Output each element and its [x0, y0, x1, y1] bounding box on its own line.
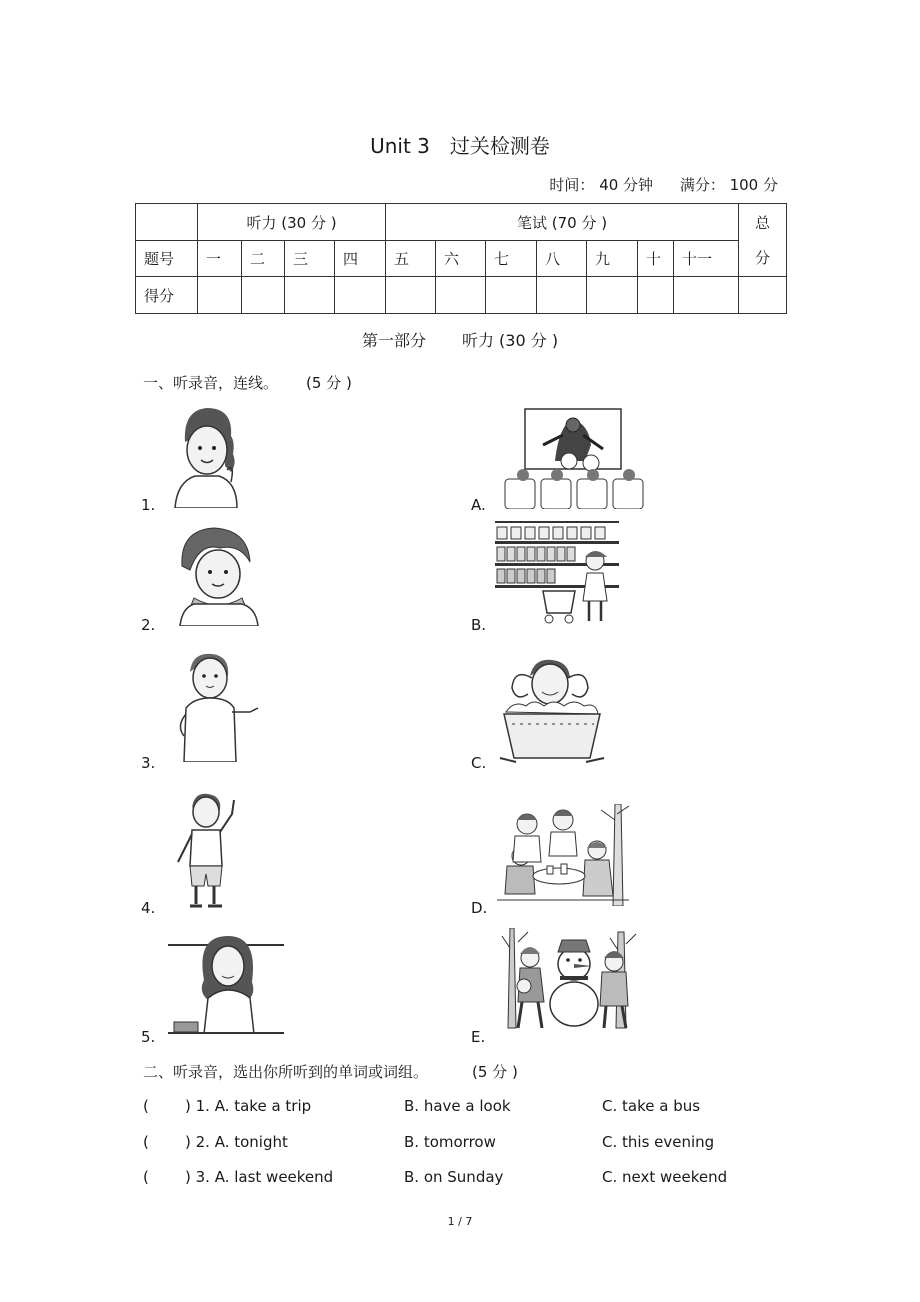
question-number: 十一 [674, 241, 739, 277]
question-number: 二 [242, 241, 285, 277]
option-letter: C. [471, 754, 487, 772]
item-number: 1. [141, 496, 156, 514]
score-cell[interactable] [638, 277, 674, 314]
item-number: 2. [141, 616, 156, 634]
item-number: 4. [141, 899, 156, 917]
answer-bracket[interactable]: ( [143, 1168, 149, 1186]
page-number: 1 / 7 [447, 1215, 473, 1228]
question-2-heading: 二、听录音，选出你所听到的单词或词组。 (5 分 ) [143, 1063, 518, 1081]
option-letter: E. [471, 1028, 486, 1046]
score-label: 得分 [136, 277, 198, 314]
option-a: ) 3. A. last weekend [185, 1168, 334, 1186]
time-limit: 时间： 40 分钟 [549, 176, 654, 194]
boy-waving-illustration [168, 790, 240, 910]
answer-bracket[interactable]: ( [143, 1097, 149, 1115]
boy-with-popcorn-illustration [494, 658, 606, 764]
section-heading: 第一部分 听力 (30 分 ) [361, 331, 559, 350]
total-header: 总 分 [739, 204, 787, 277]
score-cell[interactable] [486, 277, 537, 314]
question-number: 七 [486, 241, 537, 277]
score-cell[interactable] [242, 277, 285, 314]
option-letter: D. [471, 899, 488, 917]
option-c: C. this evening [602, 1133, 715, 1151]
question-number: 五 [386, 241, 436, 277]
score-cell[interactable] [285, 277, 335, 314]
question-number: 九 [587, 241, 638, 277]
choice-row [143, 1097, 149, 1115]
choice-row [143, 1133, 149, 1151]
question-number: 十 [638, 241, 674, 277]
score-cell[interactable] [587, 277, 638, 314]
option-a: ) 1. A. take a trip [185, 1097, 312, 1115]
picnic-illustration [497, 804, 629, 906]
exam-meta [527, 174, 778, 195]
question-number: 一 [198, 241, 242, 277]
score-cell[interactable] [739, 277, 787, 314]
score-cell[interactable] [198, 277, 242, 314]
score-cell[interactable] [335, 277, 386, 314]
score-cell[interactable] [537, 277, 587, 314]
question-number: 三 [285, 241, 335, 277]
score-table [135, 203, 787, 314]
boy-scarf-illustration [170, 520, 262, 626]
question-number: 六 [436, 241, 486, 277]
girl-ponytail-illustration [165, 402, 245, 508]
score-cell[interactable] [674, 277, 739, 314]
option-letter: A. [471, 496, 486, 514]
score-cell[interactable] [436, 277, 486, 314]
question-number: 八 [537, 241, 587, 277]
question-number: 四 [335, 241, 386, 277]
option-b: B. tomorrow [404, 1133, 496, 1151]
writing-header: 笔试 (70 分 ) [386, 204, 739, 241]
option-letter: B. [471, 616, 487, 634]
cinema-illustration [503, 405, 649, 509]
full-score: 满分： 100 分 [679, 176, 778, 194]
boy-hoodie-illustration [170, 650, 262, 762]
question-1-heading: 一、听录音，连线。 (5 分 ) [143, 374, 352, 392]
item-number: 5. [141, 1028, 156, 1046]
choice-row [143, 1168, 149, 1186]
option-c: C. take a bus [602, 1097, 701, 1115]
question-number-label: 题号 [136, 241, 198, 277]
option-b: B. on Sunday [404, 1168, 504, 1186]
listening-header: 听力 (30 分 ) [198, 204, 386, 241]
snowman-illustration [498, 928, 638, 1034]
option-c: C. next weekend [602, 1168, 728, 1186]
page-title: Unit 3 过关检测卷 [370, 134, 550, 158]
option-a: ) 2. A. tonight [185, 1133, 288, 1151]
supermarket-illustration [495, 521, 619, 627]
girl-at-counter-illustration [168, 930, 284, 1034]
score-cell[interactable] [386, 277, 436, 314]
item-number: 3. [141, 754, 156, 772]
option-b: B. have a look [404, 1097, 511, 1115]
answer-bracket[interactable]: ( [143, 1133, 149, 1151]
